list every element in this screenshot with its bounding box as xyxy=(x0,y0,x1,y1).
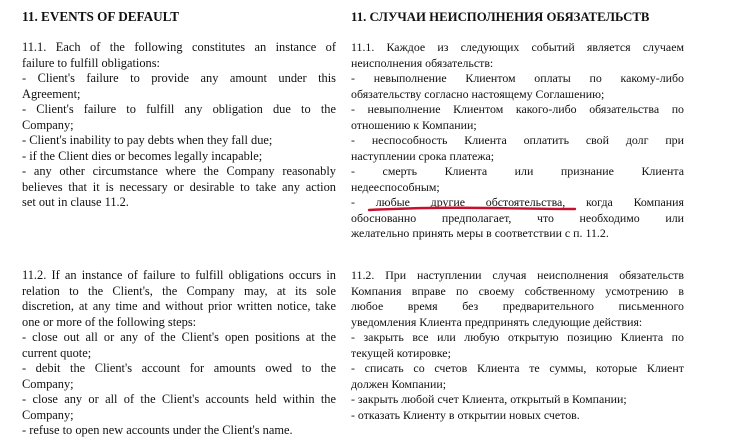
russian-heading: 11. СЛУЧАИ НЕИСПОЛНЕНИЯ ОБЯЗАТЕЛЬСТВ xyxy=(351,10,650,24)
text-line: - refuse to open new accounts under the Client's name. xyxy=(22,423,293,437)
text-line: failure to fulfill obligations: xyxy=(22,55,160,70)
text-line: любое время без предварительного письменного xyxy=(351,299,684,313)
text-line: - закрыть все или любую открытую позицию Клиента по xyxy=(351,330,684,344)
red-underline-annotation xyxy=(367,204,577,213)
text-line: discretion, at any time and without prior written notice, take xyxy=(22,299,336,313)
text-line: - неспособность Клиента оплатить свой долг при xyxy=(351,133,684,147)
text-line: неисполнения обязательств: xyxy=(351,55,494,70)
text-line: - любые другие обстоятельства, когда Компания xyxy=(351,195,684,209)
text-line: - Client's inability to pay debts when they fall due; xyxy=(22,133,273,147)
text-line: 11.2. If an instance of failure to fulfill obligations occurs in xyxy=(22,268,336,282)
text-line: one or more of the following steps: xyxy=(22,314,197,329)
text-line: relation to the Client's, the Company may, at its sole xyxy=(22,283,336,298)
text-line: - close any or all of the Client's accounts held within the xyxy=(22,392,336,406)
text-line: - if the Client dies or becomes legally incapable; xyxy=(22,148,263,163)
text-line: желательно принять меры в соответствии с п. 11.2. xyxy=(351,226,609,240)
text-line: должен Компании; xyxy=(351,376,447,391)
text-line: - невыполнение Клиентом оплаты по какому-либо xyxy=(351,71,684,85)
text-line: 11.2. При наступлении случая неисполнения обязательств xyxy=(351,268,684,282)
text-line: 11.1. Each of the following constitutes an instance of xyxy=(22,40,336,54)
text-line: Agreement; xyxy=(22,86,81,101)
english-clause-11-1 xyxy=(22,40,336,211)
text-line: уведомления Клиента предпринять следующие действия: xyxy=(351,314,643,329)
text-line: - списать со счетов Клиента те суммы, которые Клиент xyxy=(351,361,684,375)
text-line: set out in clause 11.2. xyxy=(22,195,129,209)
text-line: наступлении срока платежа; xyxy=(351,148,495,163)
text-line: Company; xyxy=(22,376,74,391)
text-line: текущей котировке; xyxy=(351,345,451,360)
text-line: - невыполнение Клиентом какого-либо обязательства по xyxy=(351,102,684,116)
text-line: - Client's failure to fulfill any obligation due to the xyxy=(22,102,336,116)
english-heading: 11. EVENTS OF DEFAULT xyxy=(22,9,180,24)
text-line: current quote; xyxy=(22,345,92,360)
text-line: - any other circumstance where the Company reasonably xyxy=(22,164,336,178)
text-line: Компания вправе по своему собственному усмотрению в xyxy=(351,283,684,298)
text-line: - debit the Client's account for amounts owed to the xyxy=(22,361,336,375)
text-line: недееспособным; xyxy=(351,179,440,194)
text-line: обоснованно предполагает, что необходимо или xyxy=(351,210,684,225)
text-line: 11.1. Каждое из следующих событий является случаем xyxy=(351,40,684,54)
text-line: обязательству согласно настоящему Соглашению; xyxy=(351,86,605,101)
text-line: - Client's failure to provide any amount under this xyxy=(22,71,336,85)
text-line: - смерть Клиента или признание Клиента xyxy=(351,164,684,178)
text-line: Company; xyxy=(22,117,74,132)
text-line: - отказать Клиенту в открытии новых счетов. xyxy=(351,407,580,422)
text-line: отношению к Компании; xyxy=(351,117,477,132)
text-line: - закрыть любой счет Клиента, открытый в Компании; xyxy=(351,392,627,406)
text-line: - close out all or any of the Client's open positions at the xyxy=(22,330,336,344)
text-line: believes that it is necessary or desirable to take any action xyxy=(22,179,336,194)
russian-clause-11-2 xyxy=(351,268,684,423)
english-clause-11-2 xyxy=(22,268,336,439)
text-line: Company; xyxy=(22,407,74,422)
